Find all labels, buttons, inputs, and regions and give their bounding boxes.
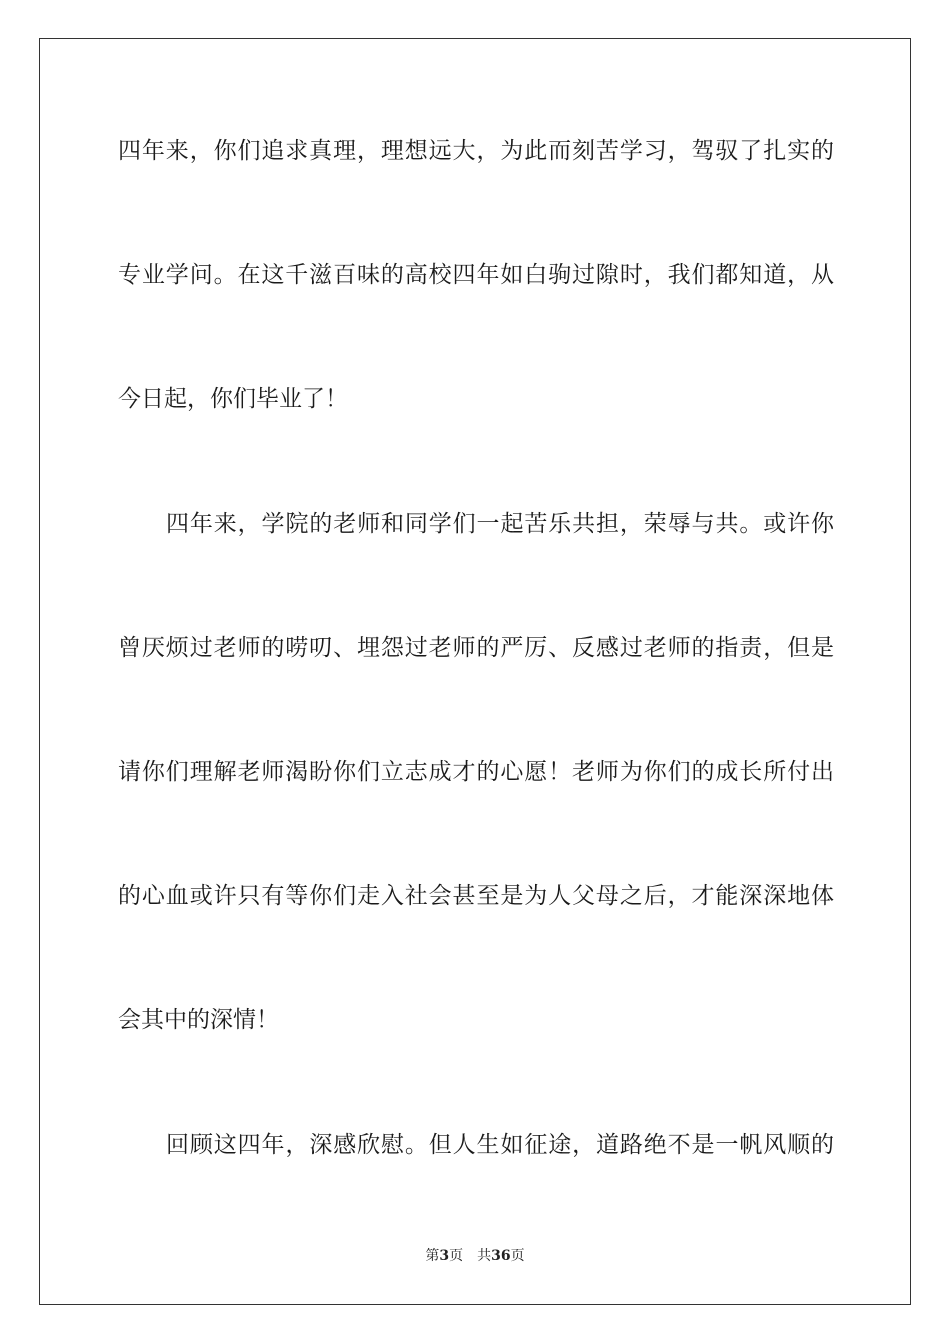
text-line: 的心血或许只有等你们走入社会甚至是为人父母之后，才能深深地体: [118, 883, 834, 909]
page-prefix: 第: [425, 1248, 440, 1264]
page-number-footer: [0, 1247, 950, 1265]
total-page-count: 36: [491, 1248, 511, 1264]
text-line: 请你们理解老师渴盼你们立志成才的心愿！老师为你们的成长所付出: [118, 759, 834, 785]
text-line-indented: 回顾这四年，深感欣慰。但人生如征途，道路绝不是一帆风顺的: [166, 1132, 834, 1158]
page-suffix: 页: [510, 1248, 525, 1264]
text-line: 专业学问。在这千滋百味的高校四年如白驹过隙时，我们都知道，从: [118, 262, 834, 288]
text-line: 今日起，你们毕业了！: [118, 386, 348, 412]
text-line: 曾厌烦过老师的唠叨、埋怨过老师的严厉、反感过老师的指责，但是: [118, 635, 834, 661]
current-page-number: 3: [439, 1248, 450, 1264]
page-border: [39, 38, 911, 1305]
text-line: 会其中的深情！: [118, 1007, 279, 1033]
text-line: 四年来，你们追求真理，理想远大，为此而刻苦学习，驾驭了扎实的: [118, 138, 834, 164]
text-line-indented: 四年来，学院的老师和同学们一起苦乐共担，荣辱与共。或许你: [166, 511, 834, 537]
page-mid-text: 页 共: [449, 1248, 492, 1264]
